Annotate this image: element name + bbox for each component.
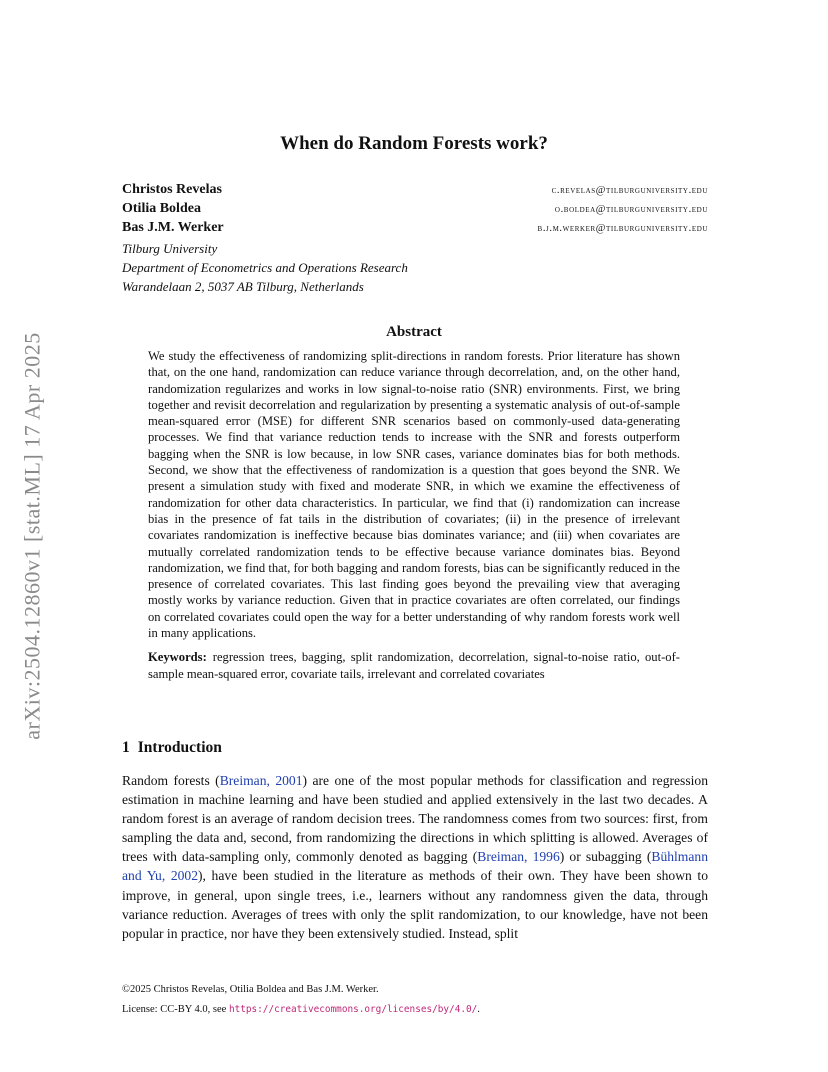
intro-text: Random forests ( [122, 773, 220, 788]
affiliation-university: Tilburg University [122, 241, 218, 256]
keywords-line [148, 649, 680, 682]
intro-text: ), have been studied in the literature as methods of their own. They have been shown to improve, in general, upon single trees, i.e., learners without any randomness given the data, through variance reduction. Averages of trees with only the split randomization, to our knowledge, have not been popular in practice, nor have they been extensively studied. Instead, split [122, 868, 708, 941]
abstract-heading: Abstract [386, 324, 442, 340]
intro-paragraph [122, 771, 708, 943]
author-row [122, 182, 708, 201]
section-heading [122, 739, 708, 757]
citation-link[interactable]: Bühlmann and Yu, 2002 [122, 849, 709, 884]
citation-link[interactable]: Breiman, 1996 [477, 849, 560, 865]
license-prefix: License: CC-BY 4.0, see [122, 1004, 229, 1015]
author-email[interactable]: b.j.m.werker@tilburguniversity.edu [537, 223, 708, 234]
author-row [122, 201, 708, 220]
abstract-body [148, 348, 680, 682]
arxiv-id-text: arXiv:2504.12860v1 [stat.ML] 17 Apr 2025 [20, 332, 45, 740]
license-line [122, 1000, 708, 1020]
footnote [122, 980, 708, 1020]
copyright-line: ©2025 Christos Revelas, Otilia Boldea and Bas J.M. Werker. [122, 984, 379, 995]
intro-text: ) are one of the most popular methods for classification and regression estimation in machine learning and have been studied and applied extensively in the last two decades. A random forest is an average of random decision trees. The randomness comes from two sources: first, from sampling the data and, second, from randomizing the directions in which splitting is allowed. Averages of trees with data-sampling only, commonly denoted as bagging ( [122, 773, 709, 865]
author-row [122, 220, 708, 239]
section-title: Introduction [137, 739, 222, 756]
license-url-link[interactable]: https://creativecommons.org/licenses/by/4.0/ [228, 1004, 478, 1015]
author-name: Bas J.M. Werker [122, 220, 224, 235]
arxiv-identifier-stamp [8, 0, 58, 1072]
intro-text: ) or subagging ( [559, 849, 652, 865]
author-block [122, 182, 708, 296]
paper-title: When do Random Forests work? [280, 133, 548, 154]
author-email[interactable]: o.boldea@tilburguniversity.edu [554, 204, 708, 215]
citation-link[interactable]: Breiman, 2001 [219, 773, 303, 788]
author-name: Otilia Boldea [122, 201, 201, 216]
author-name: Christos Revelas [122, 182, 222, 197]
keywords-label: Keywords: [148, 650, 207, 665]
author-email[interactable]: c.revelas@tilburguniversity.edu [551, 185, 708, 196]
introduction-body [122, 771, 708, 943]
keywords-text: regression trees, bagging, split randomization, decorrelation, signal-to-noise ratio, out-of-sample mean-squared error, covariate tails, irrelevant and correlated covariates [148, 650, 680, 681]
affiliation-address: Warandelaan 2, 5037 AB Tilburg, Netherlands [122, 279, 364, 294]
section-number: 1 [122, 739, 130, 756]
abstract-text: We study the effectiveness of randomizing split-directions in random forests. Prior literature has shown that, on the one hand, randomization can reduce variance through decorrelation, and, on the other hand, randomization regularizes and works in low signal-to-noise ratio (SNR) environments. First, we bring together and revisit decorrelation and regularization by presenting a systematic analysis of out-of-sample mean-squared error (MSE) for different SNR scenarios based on commonly-used data-generating processes. We find that variance reduction tends to increase with the SNR and forests outperform bagging when the SNR is low because, in low SNR cases, variance dominates bias for both methods. Second, we show that the effectiveness of randomization is a question that goes beyond the SNR. We present a simulation study with fixed and moderate SNR, in which we examine the effectiveness of randomization for other data characteristics. In particular, we find that (i) randomization can increase bias in the presence of fat tails in the distribution of covariates; (ii) in the presence of irrelevant covariates randomization is ineffective because bias dominates variance; and (iii) when covariates are mutually correlated randomization tends to be effective because variance dominates bias. Beyond randomization, we find that, for both bagging and random forests, bias can be significantly reduced in the presence of correlated covariates. This last finding goes beyond the prevailing view that averaging mostly works by variance reduction. Given that in practice covariates are often correlated, our findings on correlated covariates could open the way for a better understanding of why random forests work well in many applications. [148, 349, 680, 641]
license-suffix: . [477, 1004, 480, 1015]
affiliation-department: Department of Econometrics and Operations Research [122, 260, 408, 275]
